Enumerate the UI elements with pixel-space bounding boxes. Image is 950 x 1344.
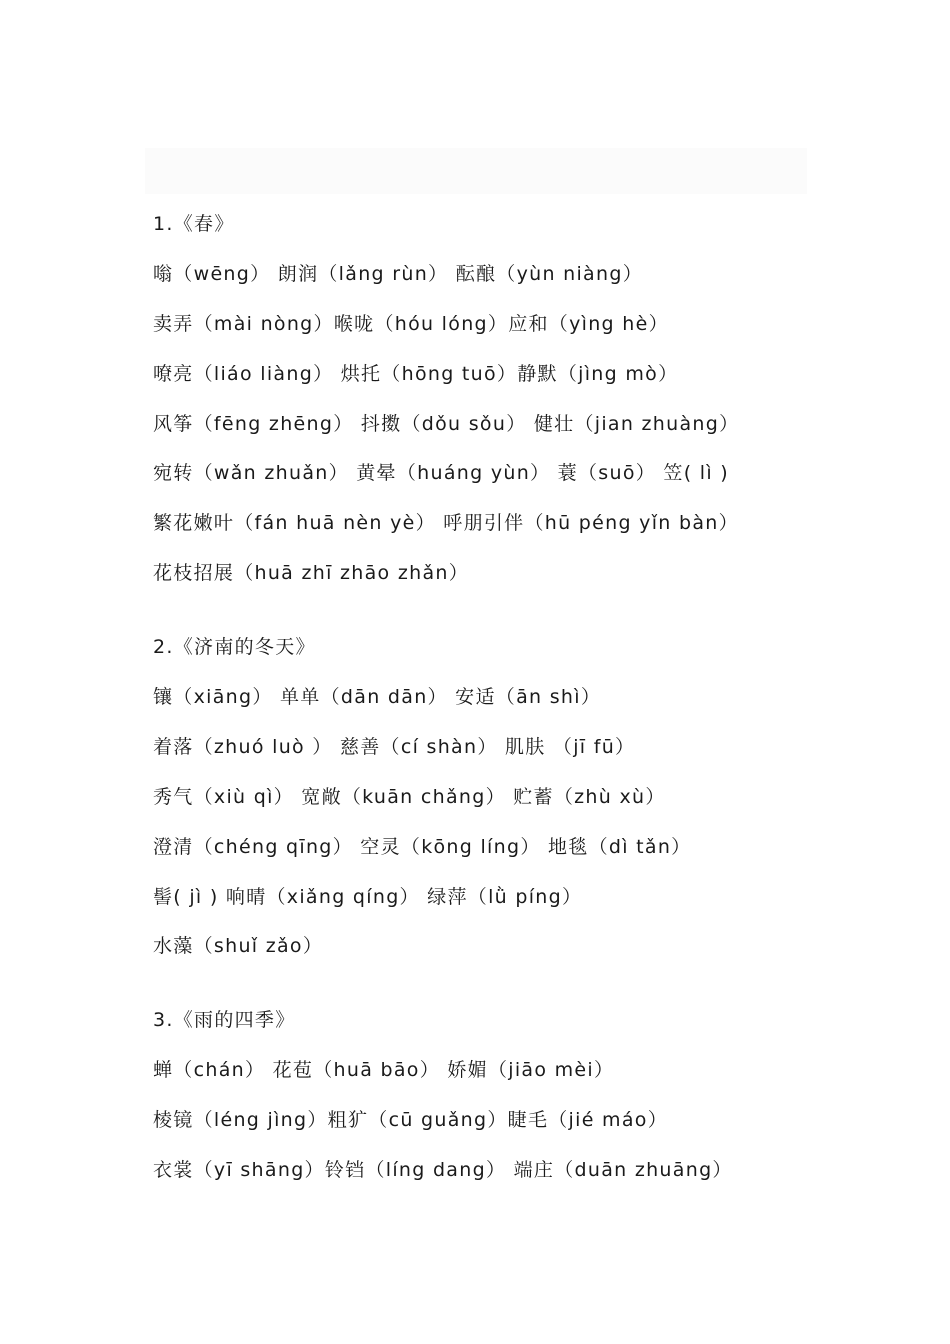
vocab-line: 镶（xiāng） 单单（dān dān） 安适（ān shì） bbox=[153, 686, 602, 709]
section-title: 1.《春》 bbox=[153, 213, 235, 235]
vocab-line: 蝉（chán） 花苞（huā bāo） 娇媚（jiāo mèi） bbox=[153, 1059, 615, 1082]
section-rain-seasons bbox=[153, 1004, 913, 1204]
section-title: 3.《雨的四季》 bbox=[153, 1009, 296, 1032]
vocab-line: 风筝（fēng zhēng） 抖擞（dǒu sǒu） 健壮（jian zhuàng） bbox=[153, 412, 740, 435]
vocab-line: 花枝招展（huā zhī zhāo zhǎn） bbox=[153, 562, 470, 585]
vocab-line: 髻( jì ) 响晴（xiǎng qíng） 绿萍（lǜ píng） bbox=[153, 885, 583, 908]
vocab-line: 衣裳（yī shāng）铃铛（líng dang） 端庄（duān zhuāng） bbox=[153, 1159, 733, 1182]
section-jinan-winter bbox=[153, 631, 913, 980]
vocab-line: 水藻（shuǐ zǎo） bbox=[153, 935, 324, 958]
vocab-line: 澄清（chéng qīng） 空灵（kōng líng） 地毯（dì tǎn） bbox=[153, 835, 692, 858]
vocab-line: 秀气（xiù qì） 宽敞（kuān chǎng） 贮蓄（zhù xù） bbox=[153, 785, 666, 808]
vocab-line: 着落（zhuó luò ） 慈善（cí shàn） 肌肤 （jī fū） bbox=[153, 735, 636, 758]
section-title: 2.《济南的冬天》 bbox=[153, 636, 316, 659]
vocab-line: 棱镜（léng jìng）粗犷（cū guǎng）睫毛（jié máo） bbox=[153, 1109, 669, 1132]
vocab-line: 嘹亮（liáo liàng） 烘托（hōng tuō）静默（jìng mò） bbox=[153, 362, 679, 385]
vocab-line: 繁花嫩叶（fán huā nèn yè） 呼朋引伴（hū péng yǐn bàn） bbox=[153, 512, 739, 535]
vocab-line: 宛转（wǎn zhuǎn） 黄晕（huáng yùn） 蓑（suō） 笠( lì ) bbox=[153, 462, 729, 485]
vocab-line: 嗡（wēng） 朗润（lǎng rùn） 酝酿（yùn niàng） bbox=[153, 262, 644, 285]
section-chun bbox=[153, 208, 913, 607]
vocab-line: 卖弄（mài nòng）喉咙（hóu lóng）应和（yìng hè） bbox=[153, 312, 669, 335]
document-body bbox=[153, 208, 913, 1204]
header-band bbox=[145, 148, 807, 194]
